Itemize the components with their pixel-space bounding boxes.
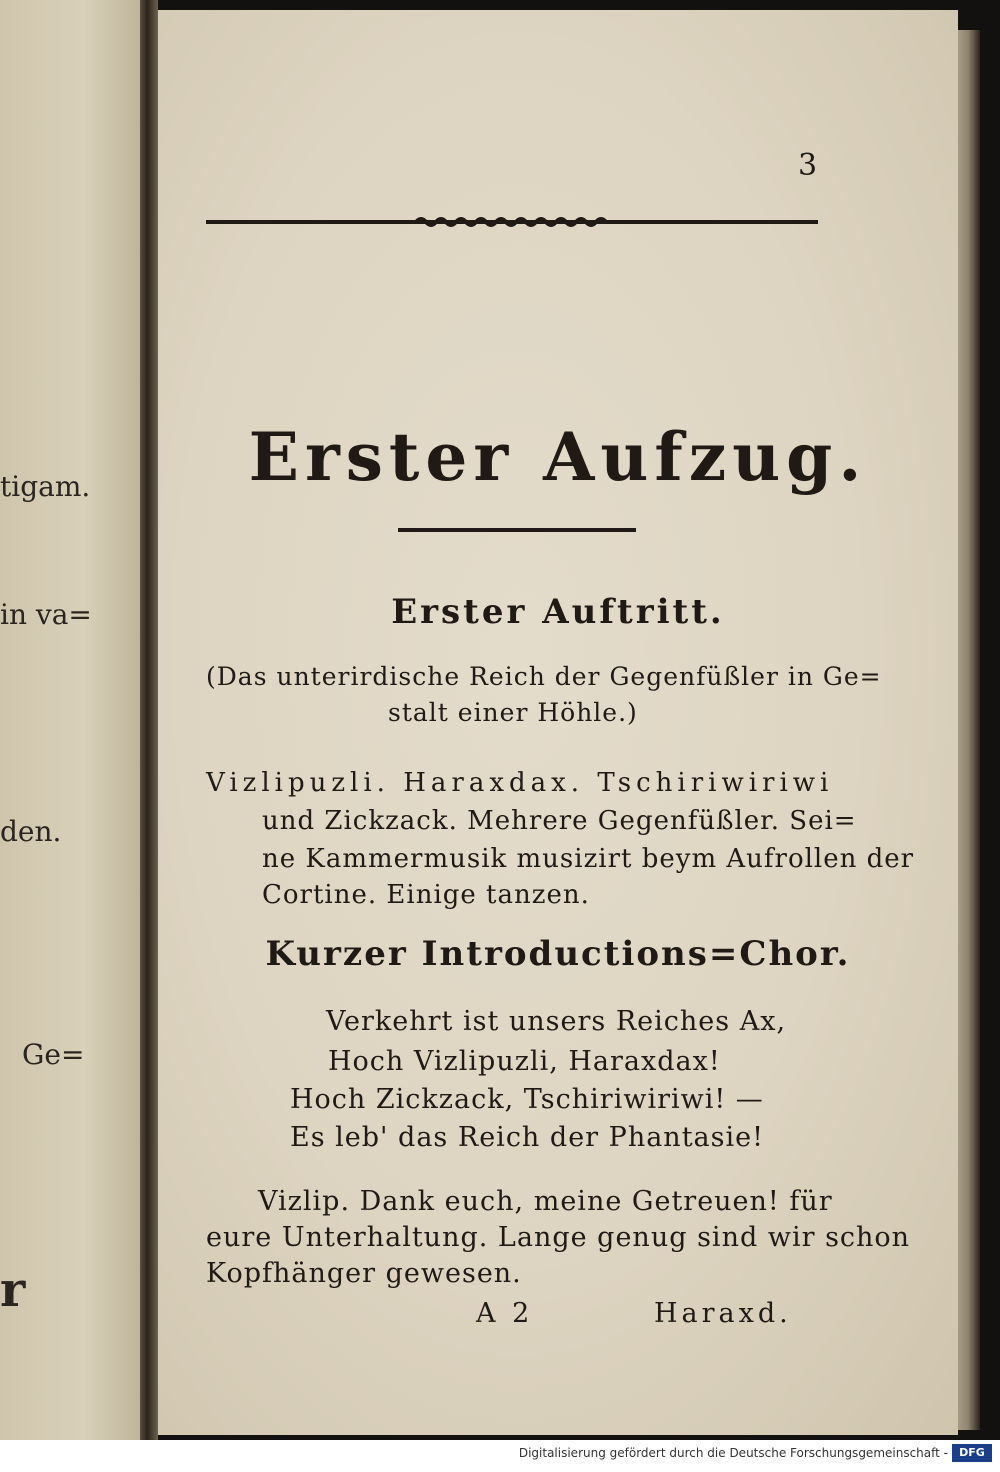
catchword: Haraxd. — [654, 1298, 792, 1329]
book-gutter — [140, 0, 158, 1440]
footer-bar — [0, 1440, 1000, 1472]
signature-mark: A 2 — [476, 1298, 534, 1329]
chorus-title: Kurzer Introductions=Chor. — [265, 934, 851, 974]
act-title: Erster Aufzug. — [248, 418, 868, 496]
character-list-line: und Zickzack. Mehrere Gegenfüßler. Sei= — [262, 806, 857, 836]
verse-line: Verkehrt ist unsers Reiches Ax, — [326, 1006, 787, 1037]
verse-line: Es leb' das Reich der Phantasie! — [290, 1122, 764, 1153]
character-list-line: ne Kammermusik musizirt beym Aufrollen der — [262, 844, 915, 874]
speech-line: Vizlip. Dank euch, meine Getreuen! für — [258, 1186, 833, 1217]
left-page-fragment: r — [0, 1262, 26, 1318]
left-page-fragment: tigam. — [0, 470, 91, 503]
funding-notice: Digitalisierung gefördert durch die Deutsche Forschungsgemeinschaft - — [518, 1446, 948, 1460]
ornamental-rule — [206, 215, 818, 229]
left-page-fragment: Ge= — [22, 1038, 85, 1071]
left-page-fragment: den. — [0, 815, 62, 848]
verse-line: Hoch Zickzack, Tschiriwiriwi! — — [290, 1084, 764, 1115]
scene-title: Erster Auftritt. — [391, 592, 725, 632]
left-facing-page — [0, 0, 140, 1440]
stage-direction-line: stalt einer Höhle.) — [388, 698, 638, 727]
character-list-line: Vizlipuzli. Haraxdax. Tschiriwiriwi — [206, 768, 834, 798]
book-page — [158, 10, 958, 1435]
verse-line: Hoch Vizlipuzli, Haraxdax! — [328, 1046, 721, 1077]
stage-direction-line: (Das unterirdische Reich der Gegenfüßler in Ge= — [206, 662, 882, 691]
dfg-logo-icon: DFG — [952, 1444, 992, 1462]
page-number: 3 — [798, 148, 818, 183]
title-underline — [398, 528, 636, 532]
character-list-line: Cortine. Einige tanzen. — [262, 880, 590, 910]
speech-line: eure Unterhaltung. Lange genug sind wir schon — [206, 1222, 911, 1253]
left-page-fragment: in va= — [0, 598, 92, 631]
speech-line: Kopfhänger gewesen. — [206, 1258, 522, 1289]
